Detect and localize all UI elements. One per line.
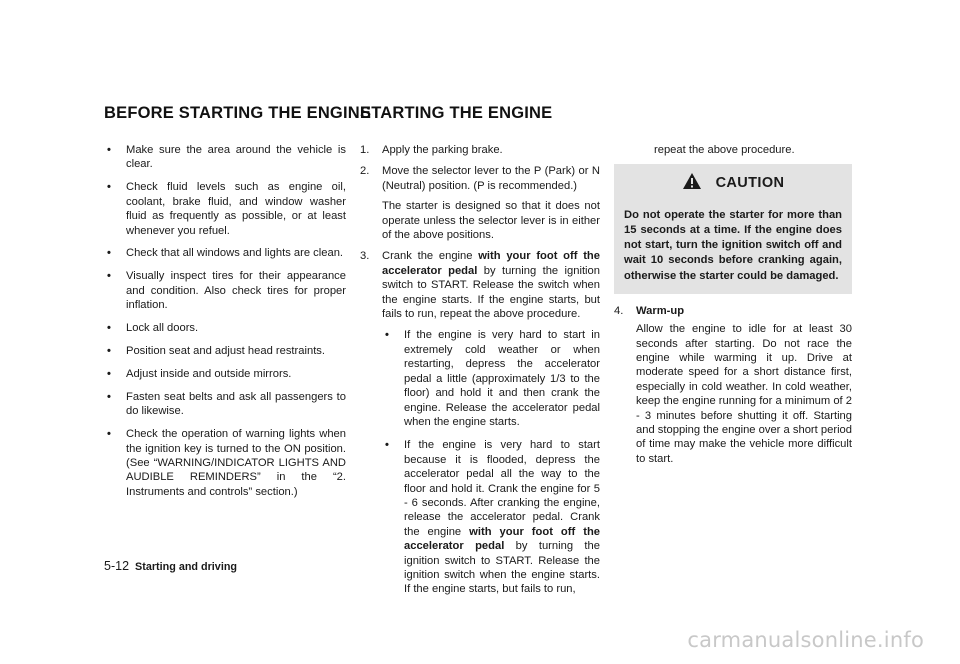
bullet-icon: • <box>107 322 111 335</box>
bullet-icon: • <box>107 344 111 357</box>
list-item: • Make sure the area around the vehicle is clear. <box>107 144 346 171</box>
caution-text: Do not operate the starter for more than 15 seconds at a time. If the engine does not start, turn the ignition switch off and wait 10 seconds before cranking again, otherwise the starter could be damaged. <box>624 208 842 282</box>
bullet-icon: • <box>385 329 389 342</box>
page-number: 5-12 <box>104 559 130 573</box>
bullet-icon: • <box>107 428 111 441</box>
step-3-sub-item: • If the engine is very hard to start in extremely cold weather or when restarting, depress the accelerator pedal a little (approximately 1/3 to the floor) and hold it and then crank the engine. Release the accelerator pedal when the engine starts. <box>385 329 600 428</box>
step-2-note: The starter is designed so that it does not operate unless the selector lever is in either of the above positions. <box>382 200 600 242</box>
step-3: 3. Crank the engine with your foot off the accelerator pedal by turning the ignition switch to START. Release the switch when the engine starts. If the engine starts, but fails to run, repeat the above procedure. <box>360 250 600 321</box>
bullet-icon: • <box>107 247 111 260</box>
bullet-icon: • <box>107 367 111 380</box>
warning-triangle-icon <box>682 172 702 193</box>
heading-before-starting: BEFORE STARTING THE ENGINE <box>104 104 372 122</box>
section-name: Starting and driving <box>135 561 238 573</box>
heading-starting-engine: STARTING THE ENGINE <box>360 104 553 122</box>
list-item: • Check the operation of warning lights when the ignition key is turned to the ON position. (See “WARNING/INDICATOR LIGHTS AND AUDIBLE REMINDERS” in the “2. Instruments and controls” section.) <box>107 428 346 498</box>
list-item: • Check that all windows and lights are clean. <box>107 247 344 260</box>
caution-title: CAUTION <box>715 174 785 191</box>
starting-steps <box>360 143 600 606</box>
bullet-icon: • <box>107 270 111 283</box>
step-1: 1. Apply the parking brake. <box>360 144 503 156</box>
step-4-title: 4. Warm-up <box>614 304 685 317</box>
list-item: • Lock all doors. <box>107 322 199 335</box>
bullet-icon: • <box>385 439 389 452</box>
bullet-icon: • <box>107 181 111 194</box>
list-item: • Adjust inside and outside mirrors. <box>107 367 292 380</box>
list-item: • Position seat and adjust head restraints. <box>107 344 326 357</box>
before-starting-list <box>104 143 346 508</box>
starting-steps-continued <box>614 143 852 473</box>
bullet-icon: • <box>107 144 111 156</box>
watermark: carmanualsonline.info <box>687 628 924 652</box>
page-footer <box>104 559 237 573</box>
list-item: • Check fluid levels such as engine oil, coolant, brake fluid, and window washer fluid as frequently as possible, or at least whenever you refuel. <box>107 181 346 237</box>
bullet-icon: • <box>107 390 111 403</box>
step-3-continued: repeat the above procedure. <box>654 144 795 156</box>
caution-box <box>614 164 852 293</box>
list-item: • Visually inspect tires for their appearance and condition. Also check tires for proper inflation. <box>107 270 346 312</box>
step-3-sub-item: • If the engine is very hard to start because it is flooded, depress the accelerator pedal all the way to the floor and hold it. Crank the engine for 5 - 6 seconds. After cranking the engine, release the accelerator pedal. Crank the engine with your foot off the accelerator pedal by turning the ignition switch to START. Release the ignition switch when the engine starts. If the engine starts, but fails to run, <box>385 439 600 596</box>
step-2: 2. Move the selector lever to the P (Park) or N (Neutral) position. (P is recommended.) <box>360 165 600 192</box>
list-item: • Fasten seat belts and ask all passengers to do likewise. <box>107 390 346 418</box>
step-4-text: Allow the engine to idle for at least 30 seconds after starting. Do not race the engine while warming it up. Drive at moderate speed for a short distance first, especially in cold weather. In cold weather, keep the engine running for a minimum of 2 - 3 minutes before shutting it off. Starting and stopping the engine over a short period of time may make the vehicle more difficult to start. <box>636 323 852 465</box>
